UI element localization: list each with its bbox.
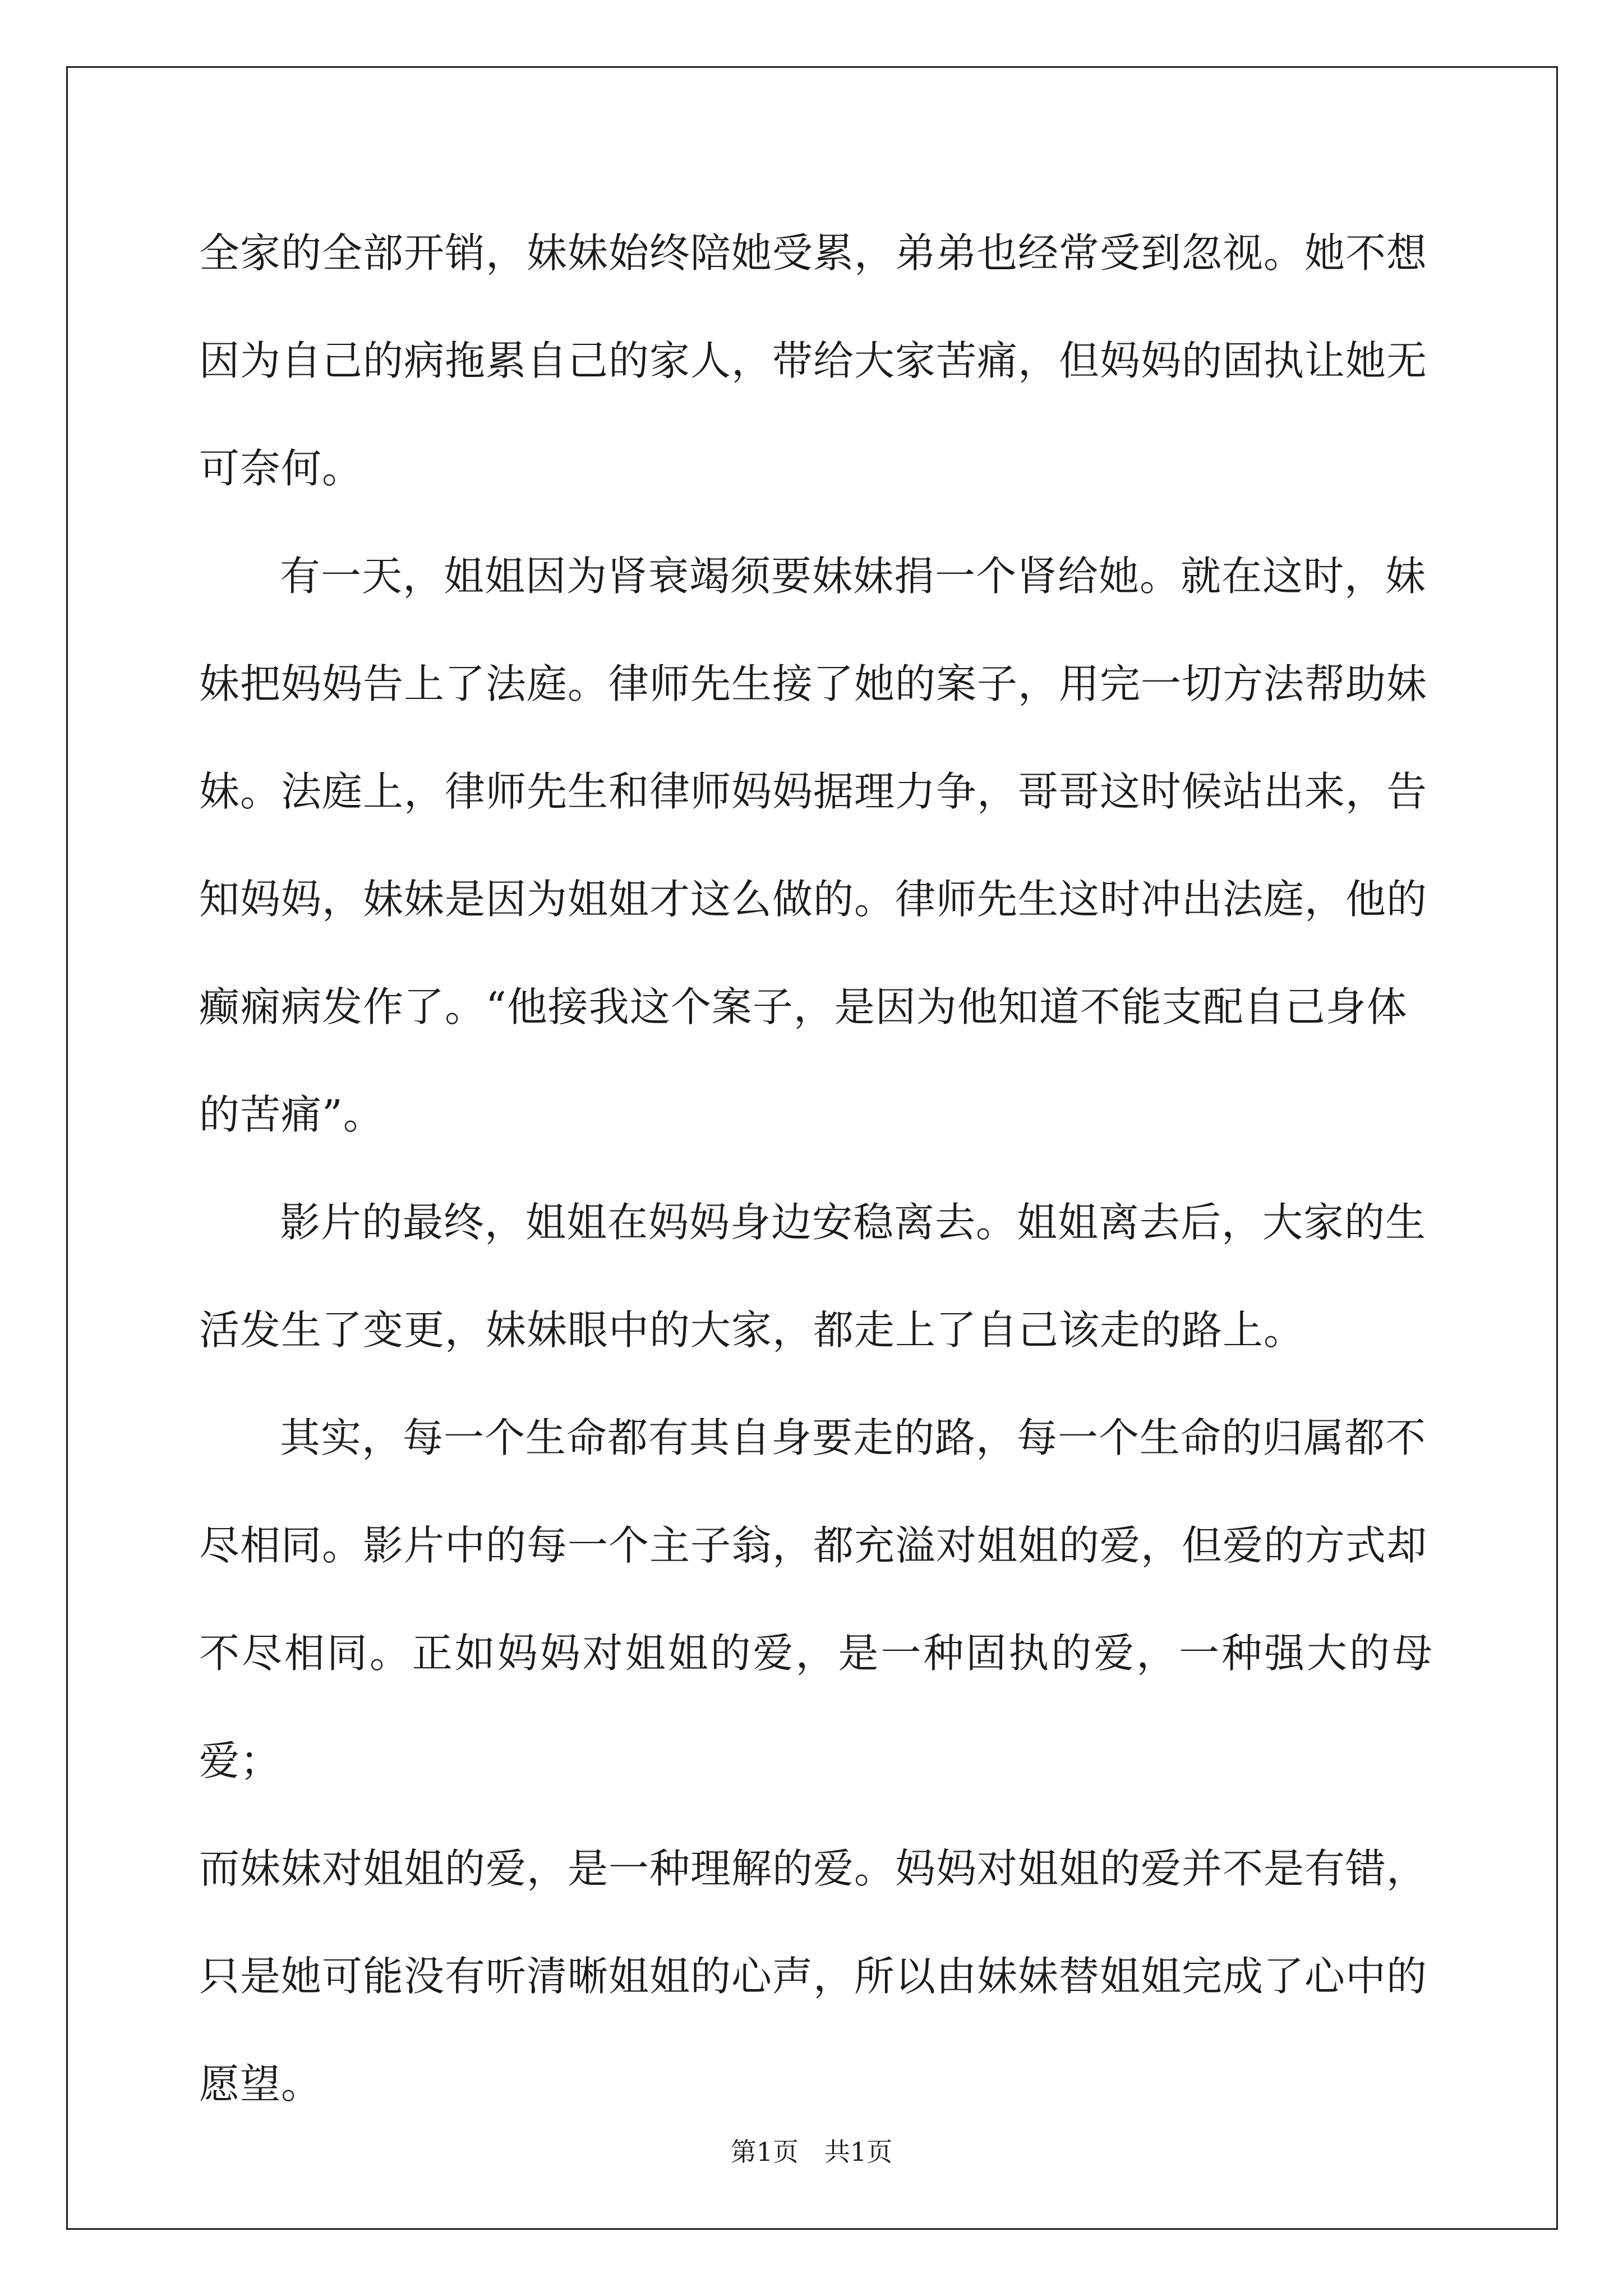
page-number: 第1页 xyxy=(730,2137,799,2167)
text-line: 知妈妈，妹妹是因为姐姐才这么做的。律师先生这时冲出法庭，他的 xyxy=(199,876,1428,923)
page-total: 共1页 xyxy=(824,2137,893,2167)
text-line: 因为自己的病拖累自己的家人，带给大家苦痛，但妈妈的固执让她无 xyxy=(199,337,1428,384)
text-line: 愿望。 xyxy=(199,2060,322,2108)
text-line: 妹。法庭上，律师先生和律师妈妈据理力争，哥哥这时候站出来，告 xyxy=(199,768,1428,815)
document-body xyxy=(199,199,1433,2138)
text-line: 全家的全部开销，妹妹始终陪她受累，弟弟也经常受到忽视。她不想 xyxy=(199,229,1428,277)
paragraph-4 xyxy=(199,1384,1433,2138)
paragraph-3 xyxy=(199,1168,1433,1384)
text-line: 有一天，姐姐因为肾衰竭须要妹妹捐一个肾给她。就在这时，妹 xyxy=(280,553,1427,600)
text-line: 尽相同。影片中的每一个主子翁，都充溢对姐姐的爱，但爱的方式却 xyxy=(199,1522,1428,1569)
text-line: 其实，每一个生命都有其自身要走的路，每一个生命的归属都不 xyxy=(280,1414,1427,1461)
paragraph-2 xyxy=(199,522,1433,1168)
text-line: 不尽相同。正如妈妈对姐姐的爱，是一种固执的爱，一种强大的母爱； xyxy=(199,1630,1433,1784)
text-line: 可奈何。 xyxy=(199,445,363,492)
text-line: 癫痫病发作了。“他接我这个案子，是因为他知道不能支配自己身体 xyxy=(199,983,1408,1030)
paragraph-1 xyxy=(199,199,1433,522)
text-line: 的苦痛”。 xyxy=(199,1091,384,1138)
text-line: 只是她可能没有听清晰姐姐的心声，所以由妹妹替姐姐完成了心中的 xyxy=(199,1953,1428,2000)
text-line: 影片的最终，姐姐在妈妈身边安稳离去。姐姐离去后，大家的生 xyxy=(280,1199,1427,1246)
text-line: 妹把妈妈告上了法庭。律师先生接了她的案子，用完一切方法帮助妹 xyxy=(199,660,1428,707)
text-line: 而妹妹对姐姐的爱，是一种理解的爱。妈妈对姐姐的爱并不是有错， xyxy=(199,1845,1428,1892)
page-footer xyxy=(0,2132,1623,2169)
text-line: 活发生了变更，妹妹眼中的大家，都走上了自己该走的路上。 xyxy=(199,1306,1305,1354)
